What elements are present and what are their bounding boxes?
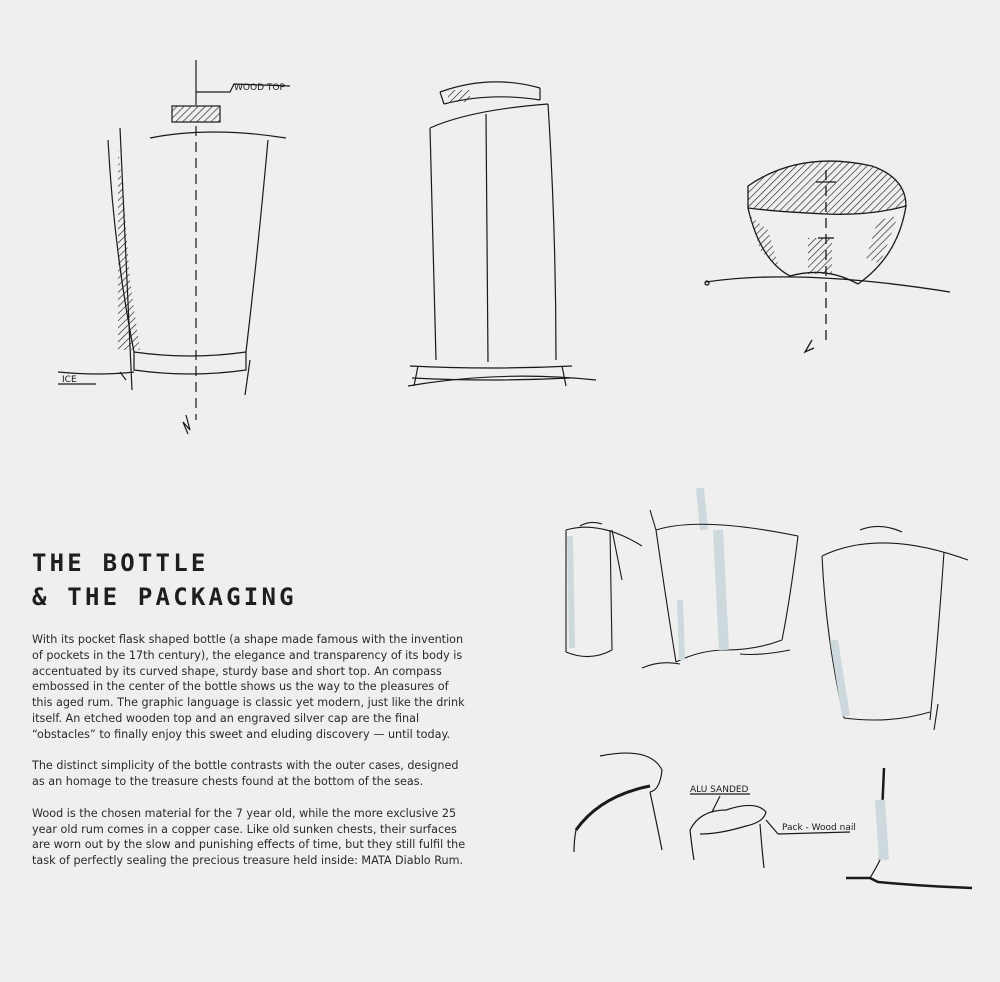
paragraph-1: With its pocket flask shaped bottle (a shape made famous with the invention of pockets in the 17th century), the elegance and transparency of its body is accentuated by its curved shape, sturdy base and short top. An compass embossed in the center of the bottle shows us the way to the pleasures of this aged rum. The graphic language is classic yet modern, just like the drink itself. An etched wooden top and an engraved silver cap are the final “obstacles” to finally enjoy this sweet and eluding discovery — until today. — [32, 633, 465, 741]
marker-detail-2 — [690, 785, 856, 868]
description — [32, 632, 472, 885]
cap-sketch — [705, 161, 950, 352]
bottle-side-sketch — [408, 82, 596, 386]
paragraph-3: Wood is the chosen material for the 7 year old, while the more exclusive 25 year old rum comes in a copper case. Like old sunken chests, their surfaces are worn out by the slow and punishing effects of time, but they still fulfil the task of perfectly sealing the precious treasure held inside: MATA Diablo Rum. — [32, 806, 466, 868]
alu-sanded-label: ALU SANDED — [690, 785, 749, 795]
marker-bottle-1 — [566, 522, 642, 656]
ice-label: ICE — [62, 375, 77, 385]
bottle-front-sketch — [58, 60, 290, 434]
marker-detail-3 — [846, 768, 972, 888]
pack-wood-nail-label: Pack - Wood nail — [782, 823, 856, 833]
page-title — [32, 546, 297, 614]
marker-bottle-3 — [822, 526, 968, 730]
marker-bottle-2 — [642, 488, 798, 668]
marker-detail-1 — [574, 753, 662, 852]
wood-top-label: WOOD TOP — [234, 83, 285, 93]
title-line-2: & THE PACKAGING — [32, 583, 297, 611]
paragraph-2: The distinct simplicity of the bottle contrasts with the outer cases, designed as an homage to the treasure chests found at the bottom of the seas. — [32, 759, 459, 789]
title-line-1: THE BOTTLE — [32, 549, 209, 577]
